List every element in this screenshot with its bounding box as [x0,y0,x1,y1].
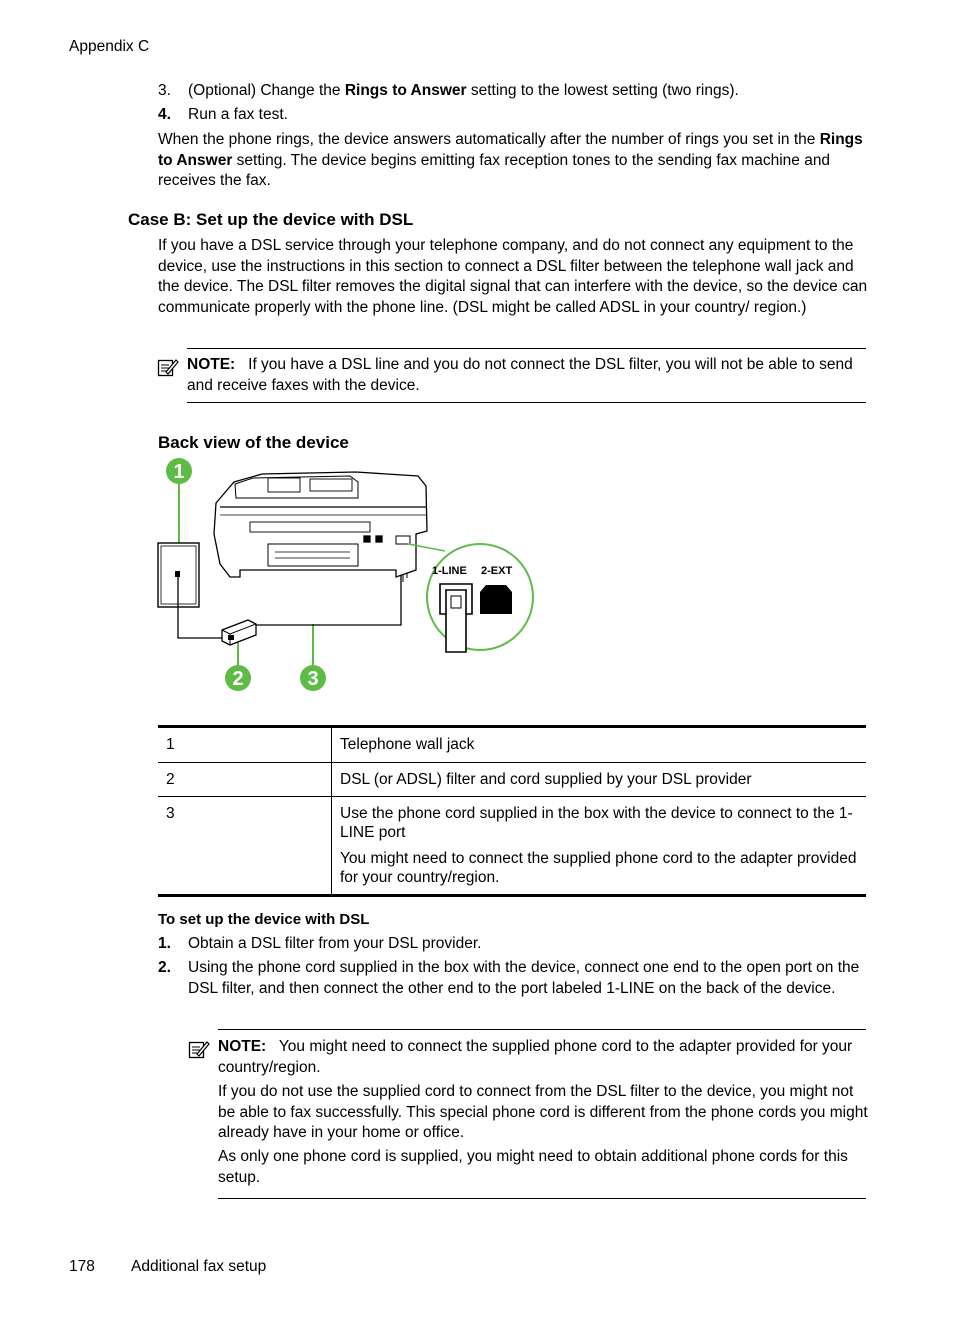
legend-description-p1: Use the phone cord supplied in the box with the device to connect to the 1-LINE port [340,805,853,841]
proc-step-1-number: 1. [158,935,171,952]
legend-number: 1 [158,727,332,763]
legend-number: 3 [158,797,332,896]
legend-description: DSL (or ADSL) filter and cord supplied by your DSL provider [332,762,867,797]
note-1-text: NOTE: If you have a DSL line and you do not connect the DSL filter, you will not be able to send and receive faxes with the device. [187,356,853,394]
callout-3-number: 3 [307,668,319,690]
proc-step-1-text: Obtain a DSL filter from your DSL provider. [188,935,482,952]
legend-description: Telephone wall jack [340,736,475,753]
callout-1-number: 1 [173,461,185,483]
note-2-top-rule [218,1029,866,1030]
note-bottom-rule [187,402,866,403]
note-icon [188,1039,210,1059]
callout-2 [225,665,251,691]
step-3-text: (Optional) Change the Rings to Answer setting to the lowest setting (two rings). [188,82,739,99]
ext-port [480,585,512,614]
proc-step-2-text: Using the phone cord supplied in the box with the device, connect one end to the open port on the DSL filter, and then connect the other end to the port labeled 1-LINE on the back of the device. [188,959,860,997]
port-2-ext-label: 2-EXT [481,565,513,577]
step-4-text: Run a fax test. [188,106,288,123]
figure-title: Back view of the device [158,433,349,452]
callout-1 [166,458,192,484]
figure-legend-table [158,725,866,897]
note-top-rule [187,348,866,349]
procedure-title: To set up the device with DSL [158,911,370,928]
callout-2-number: 2 [232,668,244,690]
page-header: Appendix C [69,38,150,55]
page-number: 178 [69,1258,95,1275]
note-2-paragraph-2: If you do not use the supplied cord to connect from the DSL filter to the device, you might not be able to fax successfully. This special phone cord is different from the phone cords you might already have in your home or office. [218,1083,868,1141]
port-magnifier [408,544,533,652]
table-row [158,762,866,797]
dsl-filter [222,620,256,645]
phone-cord-plug [446,590,466,652]
section-heading: Case B: Set up the device with DSL [128,210,414,229]
back-view-diagram [150,452,550,697]
legend-description [332,797,867,896]
callout-3 [300,665,326,691]
note-2-text: NOTE: You might need to connect the supplied phone cord to the adapter provided for your country/region. [218,1038,853,1076]
table-row [158,797,866,896]
footer-title: Additional fax setup [131,1258,267,1275]
legend-number: 2 [158,762,332,797]
port-1-line-label: 1-LINE [432,565,467,577]
note-icon [157,357,179,377]
step-4-number: 4. [158,106,171,123]
step-3-number: 3. [158,82,171,99]
answer-paragraph: When the phone rings, the device answers automatically after the number of rings you set in the Rings to Answer setting. The device begins emitting fax reception tones to the sending fax machine and receives the fax. [158,131,863,189]
case-b-intro: If you have a DSL service through your telephone company, and do not connect any equipment to the device, use the instructions in this section to connect a DSL filter between the telephone wall jack and the device. The DSL filter removes the digital signal that can interfere with the device, so the device can communicate properly with the phone line. (DSL might be called ADSL in your country/ region.) [158,237,868,316]
proc-step-2-number: 2. [158,959,171,976]
table-row [158,727,866,763]
printer-back [214,472,427,577]
note-2-bottom-rule [218,1198,866,1199]
note-2-paragraph-3: As only one phone cord is supplied, you might need to obtain additional phone cords for this setup. [218,1148,848,1186]
legend-description-p2: You might need to connect the supplied phone cord to the adapter provided for your country/region. [340,850,857,886]
